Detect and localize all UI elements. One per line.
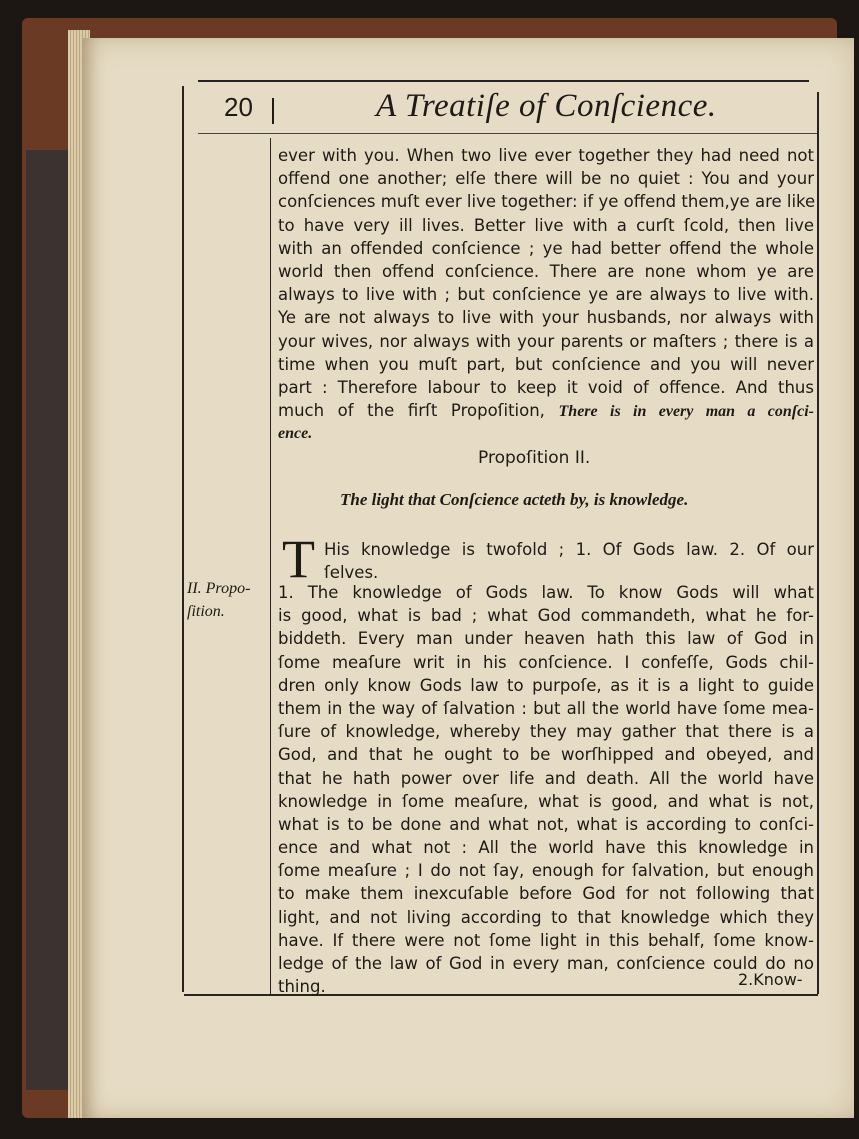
paragraph-1	[278, 144, 814, 445]
page-title: A Treatiſe of Conſcience.	[376, 88, 717, 124]
margin-note-line: II. Propo-	[187, 580, 251, 597]
text-line	[278, 399, 814, 422]
text-line: ſome meaſure writ in his conſcience. I confeſſe, Gods chil-	[278, 652, 814, 672]
text-line: offend one another; elſe there will be no quiet : You and your	[278, 169, 814, 189]
text-line: what is to be done and what not, what is according to conſci-	[278, 814, 814, 834]
text-line: God, and that he ought to be worſhipped and obeyed, and	[278, 745, 814, 765]
text-line: ence and what not : All the world have this knowledge in	[278, 838, 814, 858]
text-line: them in the way of ſalvation : but all the world have ſome mea-	[278, 698, 814, 718]
header-rule	[198, 133, 818, 134]
text-line: your wives, nor always with your parents or maſters ; there is a	[278, 331, 814, 351]
frame-left-rule	[182, 86, 184, 992]
text-segment: much of the firſt Propoſition,	[278, 401, 545, 421]
margin-note	[187, 577, 250, 623]
text-line: world then offend conſcience. There are none whom ye are	[278, 261, 814, 281]
dropcap-paragraph	[324, 538, 814, 584]
text-line: that he hath power over life and death. All the world have	[278, 768, 814, 788]
text-line: ever with you. When two live ever together they had need not	[278, 146, 814, 165]
text-line: part : Therefore labour to keep it void of offence. And thus	[278, 377, 814, 397]
section-heading: Propoſition II.	[478, 448, 591, 468]
text-line: with an offended conſcience ; ye had better offend the whole	[278, 238, 814, 258]
margin-column-rule	[270, 138, 271, 994]
text-line: ence.	[278, 425, 313, 443]
margin-note-line: ſition.	[187, 603, 225, 620]
text-line: have. If there were not ſome light in this behalf, ſome know-	[278, 930, 814, 950]
text-line: to have very ill lives. Better live with a curſt ſcold, then live	[278, 215, 814, 235]
italic-proposition: There is in every man a conſci-	[558, 403, 815, 421]
page-number: 20	[224, 92, 253, 122]
text-line: Ye are not always to live with your husbands, nor always with	[278, 308, 814, 328]
text-line: His knowledge is twofold ; 1. Of Gods law. 2. Of our	[324, 540, 814, 559]
text-line: dren only know Gods law to purpoſe, as it is a light to guide	[278, 675, 814, 695]
text-line: conſciences muſt ever live together: if ye offend them,ye are like	[278, 192, 816, 212]
text-line: time when you muſt part, but conſcience and you will never	[278, 354, 814, 374]
text-line: 1. The knowledge of Gods law. To know Gods will what	[278, 583, 814, 602]
running-head	[176, 90, 816, 130]
top-rule	[198, 80, 809, 82]
text-line: ſelves.	[324, 563, 379, 583]
text-line: biddeth. Every man under heaven hath this law of God in	[278, 629, 814, 649]
text-line: always to live with ; but conſcience ye are always to live with.	[278, 285, 814, 305]
text-line: is good, what is bad ; what God commandeth, what he for-	[278, 606, 814, 626]
catchword: 2.Know-	[738, 970, 803, 989]
header-divider	[272, 98, 274, 124]
text-line: to make them inexcuſable before God for not following that	[278, 884, 814, 904]
text-line: ledge of the law of God in every man, conſcience could do no	[278, 954, 814, 973]
paragraph-2	[278, 581, 814, 998]
section-subheading: The light that Conſcience acteth by, is knowledge.	[340, 490, 689, 509]
text-line: thing.	[278, 977, 326, 997]
drop-cap: T	[282, 529, 315, 589]
text-line: ſome meaſure ; I do not ſay, enough for ſalvation, but enough	[278, 861, 814, 881]
text-line: knowledge in ſome meaſure, what is good, and what is not,	[278, 791, 814, 811]
frame-right-rule	[817, 92, 819, 994]
text-line: ſure of knowledge, whereby they may gather that there is a	[278, 722, 814, 742]
text-line: light, and not living according to that knowledge which they	[278, 907, 814, 927]
